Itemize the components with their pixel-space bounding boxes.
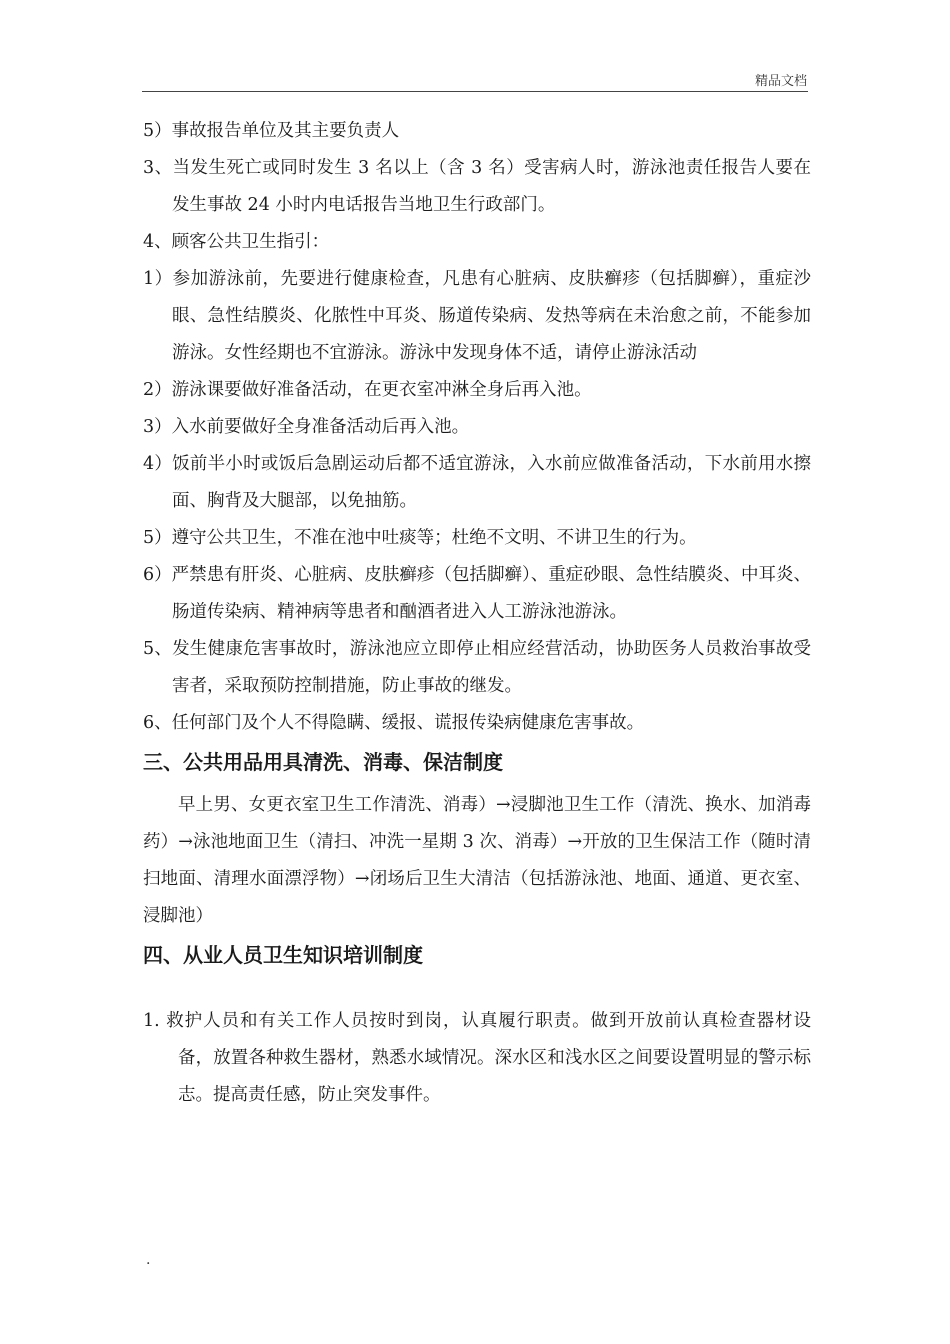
footer-mark: .	[146, 1252, 151, 1268]
header-label: 精品文档	[754, 74, 807, 89]
document-body	[143, 113, 811, 1114]
header-rule	[142, 91, 808, 92]
paragraph: 6、任何部门及个人不得隐瞒、缓报、谎报传染病健康危害事故。	[143, 713, 645, 733]
paragraph: 2）游泳课要做好准备活动，在更衣室冲淋全身后再入池。	[143, 380, 592, 400]
list-item: 1. 救护人员和有关工作人员按时到岗，认真履行职责。做到开放前认真检查器材设备，放置各种救生器材，熟悉水域情况。深水区和浅水区之间要设置明显的警示标志。提高责任感，防止突发事件。	[143, 1011, 811, 1105]
paragraph: 1）参加游泳前，先要进行健康检查，凡患有心脏病、皮肤癣疹（包括脚癣），重症沙眼、急性结膜炎、化脓性中耳炎、肠道传染病、发热等病在未治愈之前，不能参加游泳。女性经期也不宜游泳。游泳中发现身体不适，请停止游泳活动	[143, 269, 811, 363]
section-body: 早上男、女更衣室卫生工作清洗、消毒）→浸脚池卫生工作（清洗、换水、加消毒药）→泳池地面卫生（清扫、冲洗一星期 3 次、消毒）→开放的卫生保洁工作（随时清扫地面、清理水面漂浮物）→闭场后卫生大清洁（包括游泳池、地面、通道、更衣室、浸脚池）	[143, 795, 811, 926]
paragraph: 3、当发生死亡或同时发生 3 名以上（含 3 名）受害病人时，游泳池责任报告人要在发生事故 24 小时内电话报告当地卫生行政部门。	[143, 158, 811, 215]
section-heading: 三、公共用品用具清洗、消毒、保洁制度	[143, 750, 503, 774]
paragraph: 6）严禁患有肝炎、心脏病、皮肤癣疹（包括脚癣）、重症砂眼、急性结膜炎、中耳炎、 肠道传染病、精神病等患者和酗酒者进入人工游泳池游泳。	[143, 565, 811, 622]
section-heading: 四、从业人员卫生知识培训制度	[143, 943, 423, 967]
paragraph: 4、顾客公共卫生指引：	[143, 232, 330, 252]
paragraph: 4）饭前半小时或饭后急剧运动后都不适宜游泳，入水前应做准备活动，下水前用水擦面、胸背及大腿部，以免抽筋。	[143, 454, 811, 511]
paragraph: 5）遵守公共卫生，不准在池中吐痰等；杜绝不文明、不讲卫生的行为。	[143, 528, 697, 548]
paragraph: 3）入水前要做好全身准备活动后再入池。	[143, 417, 470, 437]
paragraph: 5）事故报告单位及其主要负责人	[143, 121, 400, 141]
paragraph: 5、发生健康危害事故时，游泳池应立即停止相应经营活动，协助医务人员救治事故受害者，采取预防控制措施，防止事故的继发。	[143, 639, 811, 696]
